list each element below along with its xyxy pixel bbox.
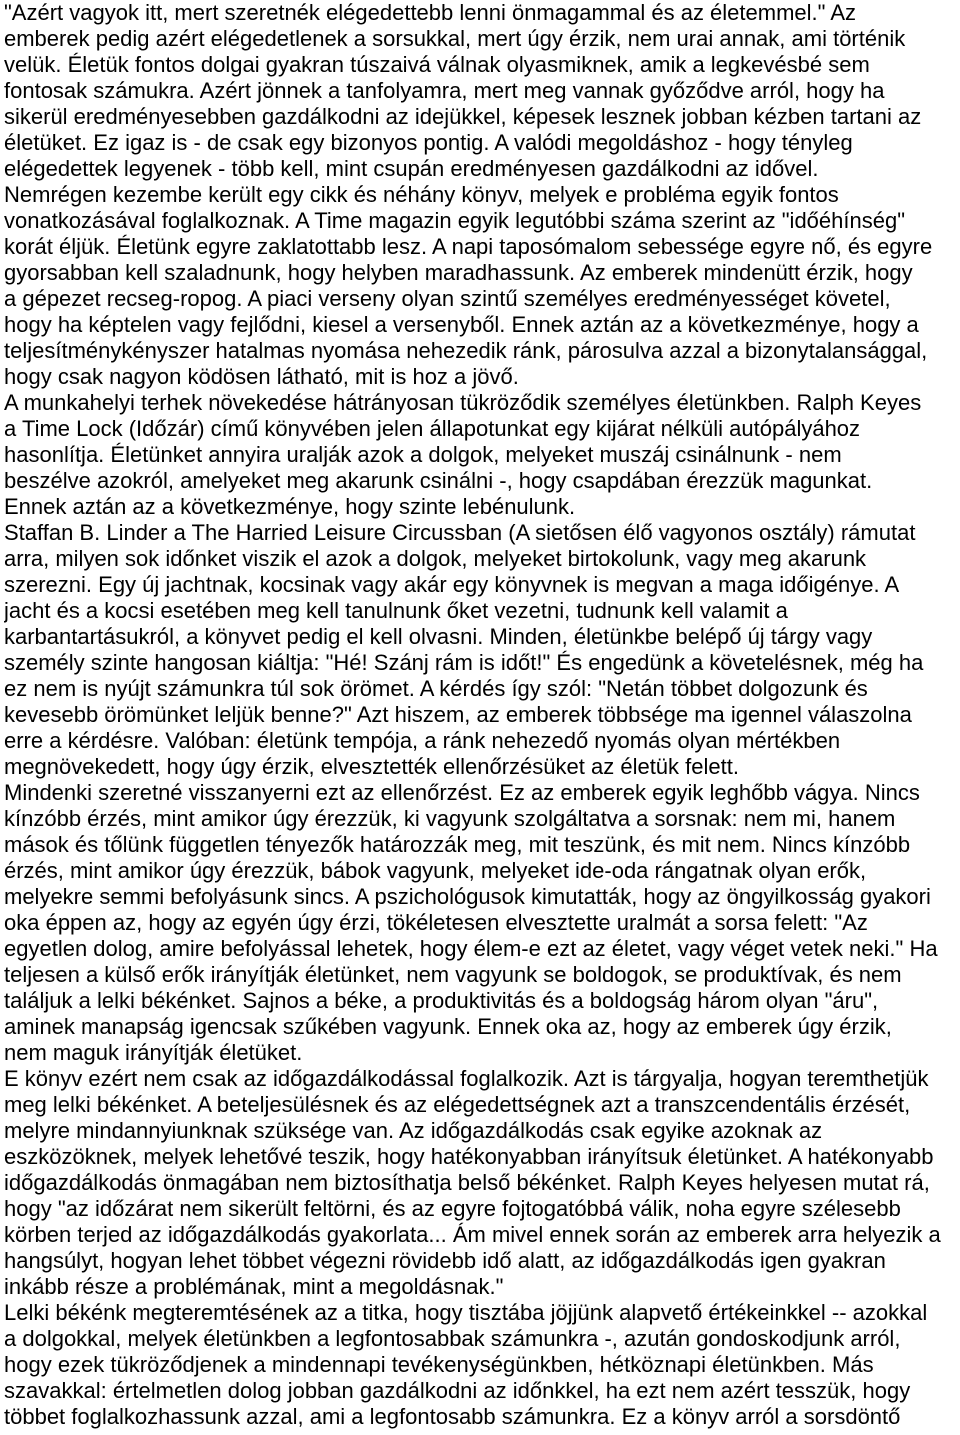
text-line: teljesen a külső erők irányítják életünket, nem vagyunk se boldogok, se produktívak, és nem xyxy=(4,962,902,987)
text-line: sikerül eredményesebben gazdálkodni az idejükkel, képesek lesznek jobban kézben tartani az xyxy=(4,104,922,129)
text-line: gyorsabban kell szaladnunk, hogy helyben maradhassunk. Az emberek mindenütt érzik, hogy xyxy=(4,260,913,285)
text-line: eszközöknek, melyek lehetővé teszik, hogy hatékonyabban irányítsuk életünket. A hatékonyabb xyxy=(4,1144,934,1169)
text-line: kínzóbb érzés, mint amikor úgy érezzük, ki vagyunk szolgáltatva a sorsnak: nem mi, hanem xyxy=(4,806,896,831)
text-line: egyetlen dolog, amire befolyással lehetek, hogy élem-e ezt az életet, vagy véget vetek neki." Ha xyxy=(4,936,938,961)
text-line: hogy ha képtelen vagy fejlődni, kiesel a versenyből. Ennek aztán az a következménye, hogy a xyxy=(4,312,919,337)
text-line: A munkahelyi terhek növekedése hátrányosan tükröződik személyes életünkben. Ralph Keyes xyxy=(4,390,922,415)
text-line: a Time Lock (Időzár) című könyvében jelen állapotunkat egy kijárat nélküli autópályához xyxy=(4,416,861,441)
paragraph xyxy=(4,1300,960,1430)
text-line: Staffan B. Linder a The Harried Leisure Circussban (A sietősen élő vagyonos osztály) rámutat xyxy=(4,520,916,545)
text-line: fontosak számukra. Azért jönnek a tanfolyamra, mert meg vannak győződve arról, hogy ha xyxy=(4,78,885,103)
text-line: beszélve azokról, amelyeket meg akarunk csinálni -, hogy csapdában érezzük magunkat. xyxy=(4,468,873,493)
text-line: emberek pedig azért elégedetlenek a sorsukkal, mert úgy érzik, nem urai annak, ami történik xyxy=(4,26,906,51)
text-line: a gépezet recseg-ropog. A piaci verseny olyan szintű személyes eredményességet követel, xyxy=(4,286,891,311)
text-line: Lelki békénk megteremtésének az a titka, hogy tisztába jöjjünk alapvető értékeinkkel -- azokkal xyxy=(4,1300,928,1325)
text-line: E könyv ezért nem csak az időgazdálkodással foglalkozik. Azt is tárgyalja, hogyan teremthetjük xyxy=(4,1066,929,1091)
text-line: vonatkozásával foglalkoznak. A Time magazin egyik legutóbbi száma szerint az "időéhínség" xyxy=(4,208,906,233)
document-body xyxy=(4,0,960,1430)
text-line: nem maguk irányítják életüket. xyxy=(4,1040,303,1065)
text-line: érzés, mint amikor úgy érezzük, bábok vagyunk, melyeket ide-oda rángatnak olyan erők, xyxy=(4,858,867,883)
text-line: többet foglalkozhassunk azzal, ami a legfontosabb számunkra. Ez a könyv arról a sorsdöntő xyxy=(4,1404,901,1429)
text-line: Mindenki szeretné visszanyerni ezt az ellenőrzést. Ez az emberek egyik leghőbb vágya. Nincs xyxy=(4,780,920,805)
text-line: karbantartásukról, a könyvet pedig el kell olvasni. Minden, életünkbe belépő új tárgy vagy xyxy=(4,624,873,649)
text-line: találjuk a lelki békénket. Sajnos a béke, a produktivitás és a boldogság három olyan "áru", xyxy=(4,988,879,1013)
text-line: arra, milyen sok időnket viszik el azok a dolgok, melyeket birtokolunk, vagy meg akarunk xyxy=(4,546,867,571)
paragraph xyxy=(4,0,960,182)
text-line: aminek manapság igencsak szűkében vagyunk. Ennek oka az, hogy az emberek úgy érzik, xyxy=(4,1014,892,1039)
text-line: mások és tőlünk független tényezők határozzák meg, mit teszünk, és mit nem. Nincs kínzóbb xyxy=(4,832,911,857)
paragraph xyxy=(4,780,960,1066)
text-line: melyre mindannyiunknak szüksége van. Az időgazdálkodás csak egyike azoknak az xyxy=(4,1118,823,1143)
text-line: korát éljük. Életünk egyre zaklatottabb lesz. A napi taposómalom sebessége egyre nő, és egyre xyxy=(4,234,933,259)
text-line: teljesítménykényszer hatalmas nyomása nehezedik ránk, párosulva azzal a bizonytalansággal, xyxy=(4,338,928,363)
text-line: életüket. Ez igaz is - de csak egy bizonyos pontig. A valódi megoldáshoz - hogy tényleg xyxy=(4,130,853,155)
text-line: szavakkal: értelmetlen dolog jobban gazdálkodni az időnkkel, ha ezt nem azért tesszük, hogy xyxy=(4,1378,911,1403)
text-line: Nemrégen kezembe került egy cikk és néhány könyv, melyek e probléma egyik fontos xyxy=(4,182,839,207)
text-line: meg lelki békénket. A beteljesülésnek és az elégedettségnek azt a transzcendentális érzését, xyxy=(4,1092,911,1117)
text-line: ez nem is nyújt számunkra túl sok örömet. A kérdés így szól: "Netán többet dolgozunk és xyxy=(4,676,868,701)
text-line: hogy csak nagyon ködösen látható, mit is hoz a jövő. xyxy=(4,364,519,389)
paragraph xyxy=(4,520,960,780)
text-line: inkább része a problémának, mint a megoldásnak." xyxy=(4,1274,504,1299)
paragraph xyxy=(4,182,960,390)
text-line: kevesebb örömünket leljük benne?" Azt hiszem, az emberek többsége ma igennel válaszolna xyxy=(4,702,912,727)
text-line: megnövekedett, hogy úgy érzik, elvesztették ellenőrzésüket az életük felett. xyxy=(4,754,739,779)
text-line: szerezni. Egy új jachtnak, kocsinak vagy akár egy könyvnek is megvan a maga időigénye. A xyxy=(4,572,900,597)
text-line: körben terjed az időgazdálkodás gyakorlata... Ám mivel ennek során az emberek arra helyezik a xyxy=(4,1222,941,1247)
text-line: oka éppen az, hogy az egyén úgy érzi, tökéletesen elvesztette uralmát a sorsa felett: "Az xyxy=(4,910,868,935)
text-line: hogy "az időzárat nem sikerült feltörni, és az egyre fojtogatóbbá válik, noha egyre szélesebb xyxy=(4,1196,901,1221)
text-line: a dolgokkal, melyek életünkben a legfontosabbak számunkra -, azután gondoskodjunk arról, xyxy=(4,1326,901,1351)
text-line: "Azért vagyok itt, mert szeretnék elégedettebb lenni önmagammal és az életemmel." Az xyxy=(4,0,857,25)
paragraph xyxy=(4,1066,960,1300)
text-line: Ennek aztán az a következménye, hogy szinte lebénulunk. xyxy=(4,494,576,519)
text-line: személy szinte hangosan kiáltja: "Hé! Szánj rám is időt!" És engedünk a követelésnek, még ha xyxy=(4,650,924,675)
text-line: időgazdálkodás önmagában nem biztosíthatja belső békénket. Ralph Keyes helyesen mutat rá, xyxy=(4,1170,930,1195)
text-line: hasonlítja. Életünket annyira uralják azok a dolgok, melyeket muszáj csinálnunk - nem xyxy=(4,442,842,467)
text-line: velük. Életük fontos dolgai gyakran túszaivá válnak olyasmiknek, amik a legkevésbé sem xyxy=(4,52,870,77)
text-line: erre a kérdésre. Valóban: életünk tempója, a ránk nehezedő nyomás olyan mértékben xyxy=(4,728,841,753)
text-line: jacht és a kocsi esetében meg kell tanulnunk őket vezetni, tudnunk kell valamit a xyxy=(4,598,788,623)
text-line: melyekre semmi befolyásunk sincs. A pszichológusok kimutatták, hogy az öngyilkosság gyakori xyxy=(4,884,931,909)
text-line: hogy ezek tükröződjenek a mindennapi tevékenységünkben, hétköznapi életünkben. Más xyxy=(4,1352,874,1377)
text-line: elégedettek legyenek - több kell, mint csupán eredményesen gazdálkodni az idővel. xyxy=(4,156,819,181)
paragraph xyxy=(4,390,960,520)
text-line: hangsúlyt, hogyan lehet többet végezni rövidebb idő alatt, az időgazdálkodás igen gyakran xyxy=(4,1248,886,1273)
